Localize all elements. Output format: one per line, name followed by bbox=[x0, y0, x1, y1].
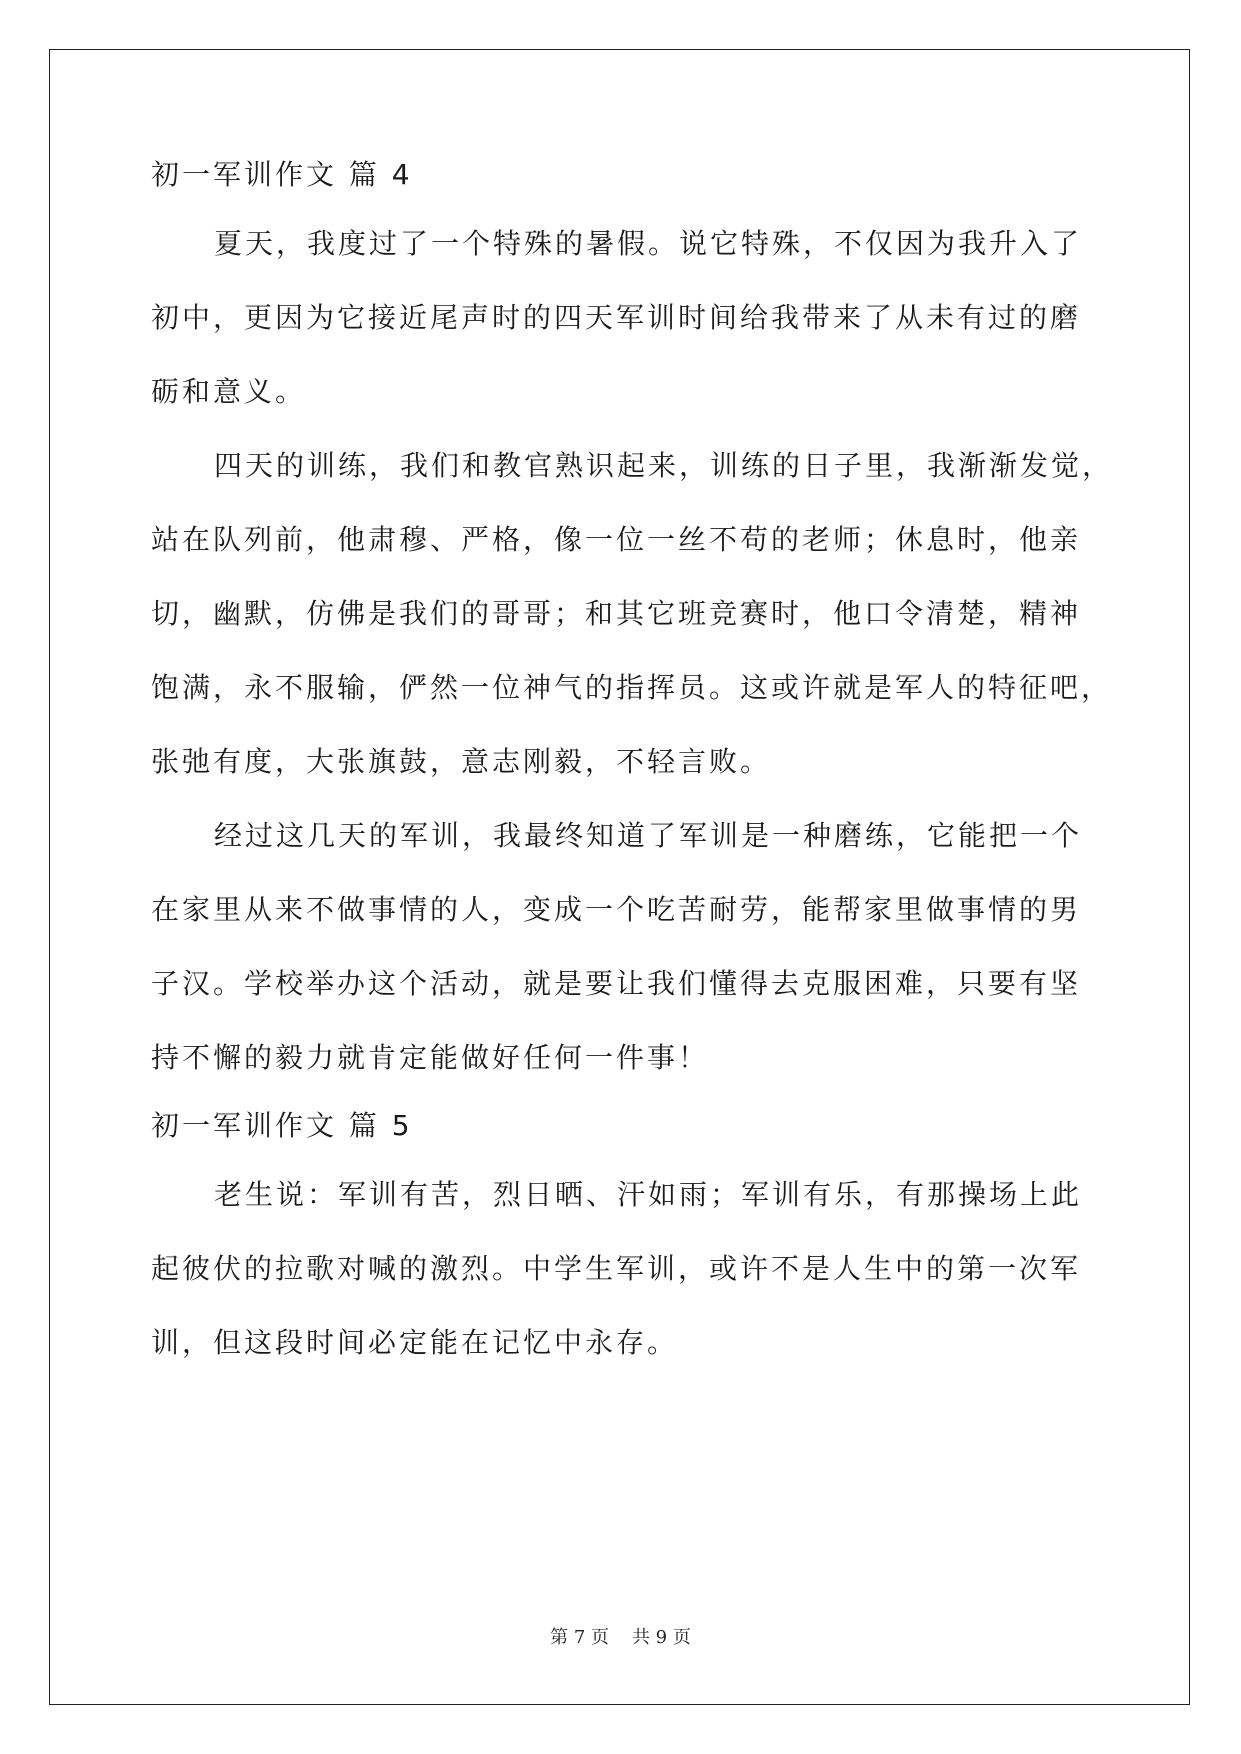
paragraph-line: 站在队列前，他肃穆、严格，像一位一丝不苟的老师；休息时，他亲 bbox=[151, 523, 1082, 556]
page-total: 共 9 页 bbox=[631, 1627, 691, 1648]
page-footer bbox=[0, 1626, 1241, 1650]
paragraph-line: 起彼伏的拉歌对喊的激烈。中学生军训，或许不是人生中的第一次军 bbox=[151, 1252, 1082, 1285]
section-heading: 初一军训作文 篇 5 bbox=[151, 1109, 413, 1142]
page-border bbox=[49, 49, 1190, 1705]
paragraph-line: 在家里从来不做事情的人，变成一个吃苦耐劳，能帮家里做事情的男 bbox=[151, 893, 1082, 926]
paragraph-line: 饱满，永不服输，俨然一位神气的指挥员。这或许就是军人的特征吧， bbox=[151, 671, 1113, 704]
paragraph-line: 老生说：军训有苦，烈日晒、汗如雨；军训有乐，有那操场上此 bbox=[214, 1178, 1083, 1211]
paragraph-line: 张弛有度，大张旗鼓，意志刚毅，不轻言败。 bbox=[151, 745, 772, 778]
paragraph-line: 砺和意义。 bbox=[151, 375, 307, 408]
page-number: 第 7 页 bbox=[550, 1627, 610, 1648]
paragraph-line: 子汉。学校举办这个活动，就是要让我们懂得去克服困难，只要有坚 bbox=[151, 967, 1082, 1000]
paragraph-line: 初中，更因为它接近尾声时的四天军训时间给我带来了从未有过的磨 bbox=[151, 301, 1082, 334]
paragraph-line: 夏天，我度过了一个特殊的暑假。说它特殊，不仅因为我升入了 bbox=[214, 227, 1083, 260]
paragraph-line: 训，但这段时间必定能在记忆中永存。 bbox=[151, 1326, 679, 1359]
paragraph-line: 切，幽默，仿佛是我们的哥哥；和其它班竞赛时，他口令清楚，精神 bbox=[151, 597, 1082, 630]
paragraph-line: 经过这几天的军训，我最终知道了军训是一种磨练，它能把一个 bbox=[214, 819, 1083, 852]
paragraph-line: 持不懈的毅力就肯定能做好任何一件事！ bbox=[151, 1041, 710, 1074]
paragraph-line: 四天的训练，我们和教官熟识起来，训练的日子里，我渐渐发觉， bbox=[214, 449, 1114, 482]
section-heading: 初一军训作文 篇 4 bbox=[151, 158, 413, 191]
